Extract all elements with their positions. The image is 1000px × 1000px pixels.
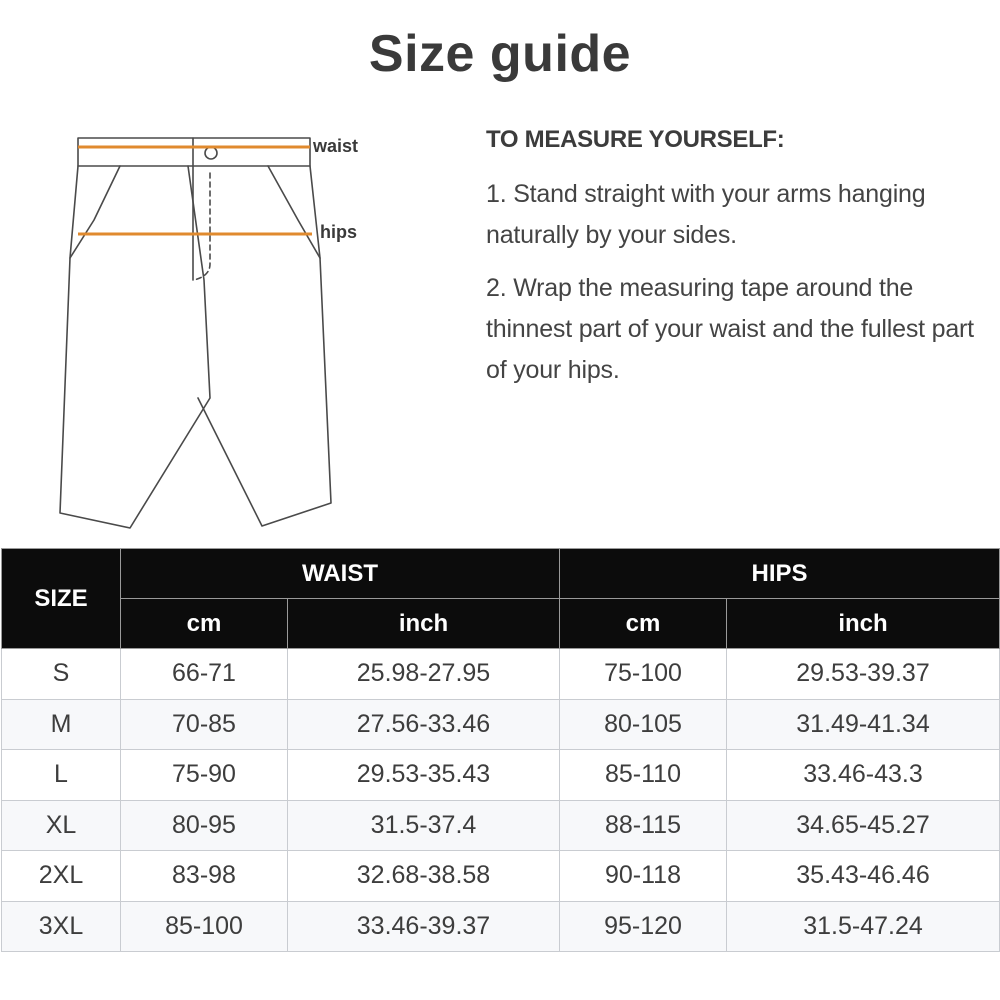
waist-label: waist (313, 136, 359, 156)
instruction-step-2: 2. Wrap the measuring tape around the thinnest part of your waist and the fullest part of your hips. (486, 274, 974, 384)
waist-cm-cell: 70-85 (121, 699, 288, 750)
size-cell: M (2, 699, 121, 750)
waist-inch-header: inch (288, 599, 560, 649)
hips-cm-cell: 85-110 (560, 750, 727, 801)
hips-inch-header: inch (727, 599, 1000, 649)
hips-cm-header: cm (560, 599, 727, 649)
hips-inch-cell: 31.5-47.24 (727, 901, 1000, 952)
measure-instructions (486, 126, 986, 403)
waist-cm-header: cm (121, 599, 288, 649)
size-cell: L (2, 750, 121, 801)
hips-cm-cell: 88-115 (560, 800, 727, 851)
waist-inch-cell: 29.53-35.43 (288, 750, 560, 801)
table-row (2, 750, 1000, 801)
hips-cm-cell: 75-100 (560, 649, 727, 700)
instruction-step-1: 1. Stand straight with your arms hanging naturally by your sides. (486, 180, 926, 249)
size-table (1, 548, 1000, 952)
hips-cm-cell: 90-118 (560, 851, 727, 902)
instructions-heading: TO MEASURE YOURSELF: (486, 126, 785, 153)
waist-inch-cell: 33.46-39.37 (288, 901, 560, 952)
hips-inch-cell: 29.53-39.37 (727, 649, 1000, 700)
waist-cm-cell: 66-71 (121, 649, 288, 700)
size-cell: S (2, 649, 121, 700)
hips-inch-cell: 34.65-45.27 (727, 800, 1000, 851)
hips-inch-cell: 35.43-46.46 (727, 851, 1000, 902)
waist-cm-cell: 75-90 (121, 750, 288, 801)
page-title: Size guide (368, 25, 632, 83)
size-cell: 3XL (2, 901, 121, 952)
waist-inch-cell: 25.98-27.95 (288, 649, 560, 700)
table-row (2, 800, 1000, 851)
table-row (2, 901, 1000, 952)
table-row (2, 649, 1000, 700)
hips-label: hips (320, 222, 358, 242)
hips-inch-cell: 33.46-43.3 (727, 750, 1000, 801)
waist-cm-cell: 83-98 (121, 851, 288, 902)
waist-cm-cell: 80-95 (121, 800, 288, 851)
waist-inch-cell: 31.5-37.4 (288, 800, 560, 851)
hips-cm-cell: 80-105 (560, 699, 727, 750)
hips-cm-cell: 95-120 (560, 901, 727, 952)
table-row (2, 699, 1000, 750)
waist-group-header: WAIST (121, 549, 560, 599)
hips-inch-cell: 31.49-41.34 (727, 699, 1000, 750)
table-row (2, 851, 1000, 902)
waist-cm-cell: 85-100 (121, 901, 288, 952)
waist-inch-cell: 27.56-33.46 (288, 699, 560, 750)
waist-inch-cell: 32.68-38.58 (288, 851, 560, 902)
shorts-illustration (50, 128, 380, 530)
size-cell: XL (2, 800, 121, 851)
hips-group-header: HIPS (560, 549, 1000, 599)
size-column-header: SIZE (2, 549, 121, 649)
size-cell: 2XL (2, 851, 121, 902)
